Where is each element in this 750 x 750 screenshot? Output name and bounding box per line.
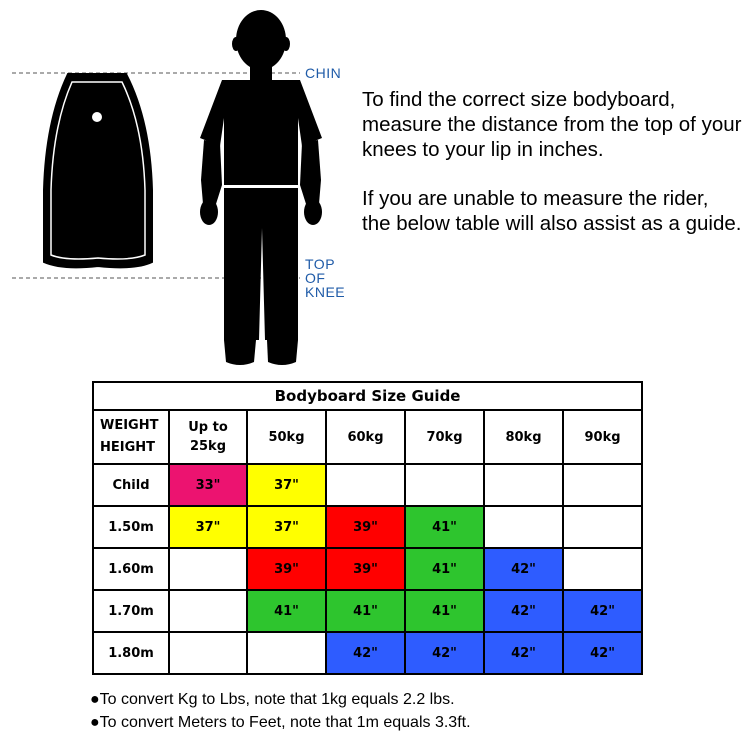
size-cell: 42" xyxy=(484,632,563,674)
size-cell xyxy=(169,632,247,674)
weight-header-line-1: 80kg xyxy=(505,429,542,445)
note-meters-to-feet: ●To convert Meters to Feet, note that 1m equals 3.3ft. xyxy=(90,714,471,731)
weight-header-line-1: 50kg xyxy=(268,429,305,445)
height-label-cell: 1.70m xyxy=(93,590,169,632)
size-cell xyxy=(484,464,563,506)
intro-paragraph-2: If you are unable to measure the rider, the below table will also assist as a guide. xyxy=(362,187,742,235)
size-cell: 42" xyxy=(326,632,405,674)
weight-header-line-1: 90kg xyxy=(584,429,621,445)
size-cell: 39" xyxy=(326,548,405,590)
weight-header-row xyxy=(93,410,642,464)
weight-axis-label: WEIGHT xyxy=(100,418,159,433)
table-title: Bodyboard Size Guide xyxy=(93,382,642,410)
size-cell xyxy=(484,506,563,548)
weight-header-line-2: 25kg xyxy=(189,439,227,454)
bodyboard-size-guide-table xyxy=(92,381,643,675)
table-row xyxy=(93,590,642,632)
size-cell xyxy=(169,548,247,590)
weight-header-cell xyxy=(484,410,563,464)
chin-label: CHIN xyxy=(305,65,342,81)
size-cell: 42" xyxy=(405,632,484,674)
weight-header-cell xyxy=(326,410,405,464)
intro-paragraph-1: To find the correct size bodyboard, measure the distance from the top of your knees to your lip in inches. xyxy=(362,88,742,161)
person-silhouette-icon xyxy=(200,10,322,365)
height-axis-label: HEIGHT xyxy=(100,440,156,455)
weight-header-line-1: 60kg xyxy=(347,429,384,445)
size-cell: 37" xyxy=(247,464,326,506)
corner-header-cell xyxy=(93,410,169,464)
size-cell xyxy=(563,506,642,548)
weight-header-cell xyxy=(563,410,642,464)
size-cell: 41" xyxy=(247,590,326,632)
knee-label-line-1: TOP xyxy=(305,256,336,272)
size-cell xyxy=(247,632,326,674)
knee-label-line-3: KNEE xyxy=(305,284,346,300)
size-cell: 39" xyxy=(326,506,405,548)
conversion-notes xyxy=(90,688,471,734)
knee-label-line-2: OF xyxy=(305,270,326,286)
size-cell: 42" xyxy=(563,590,642,632)
size-cell: 37" xyxy=(169,506,247,548)
size-cell xyxy=(405,464,484,506)
intro-text xyxy=(362,87,742,260)
size-cell: 41" xyxy=(405,548,484,590)
size-cell: 37" xyxy=(247,506,326,548)
size-cell xyxy=(563,464,642,506)
size-cell: 33" xyxy=(169,464,247,506)
knee-label xyxy=(305,257,345,299)
weight-header-line-1: Up to xyxy=(188,420,228,435)
bodyboard-icon xyxy=(44,74,152,267)
table-row xyxy=(93,506,642,548)
size-cell xyxy=(326,464,405,506)
table-row xyxy=(93,632,642,674)
height-label-cell: Child xyxy=(93,464,169,506)
size-cell: 41" xyxy=(405,590,484,632)
size-cell: 42" xyxy=(563,632,642,674)
weight-header-line-1: 70kg xyxy=(426,429,463,445)
note-kg-to-lbs: ●To convert Kg to Lbs, note that 1kg equals 2.2 lbs. xyxy=(90,691,455,708)
height-label-cell: 1.80m xyxy=(93,632,169,674)
size-cell: 42" xyxy=(484,548,563,590)
table-row xyxy=(93,464,642,506)
table-row xyxy=(93,548,642,590)
size-cell: 42" xyxy=(484,590,563,632)
height-label-cell: 1.50m xyxy=(93,506,169,548)
size-cell xyxy=(563,548,642,590)
size-cell xyxy=(169,590,247,632)
weight-header-cell xyxy=(247,410,326,464)
weight-header-cell xyxy=(169,410,247,464)
weight-header-cell xyxy=(405,410,484,464)
size-cell: 41" xyxy=(405,506,484,548)
size-cell: 41" xyxy=(326,590,405,632)
height-label-cell: 1.60m xyxy=(93,548,169,590)
size-cell: 39" xyxy=(247,548,326,590)
